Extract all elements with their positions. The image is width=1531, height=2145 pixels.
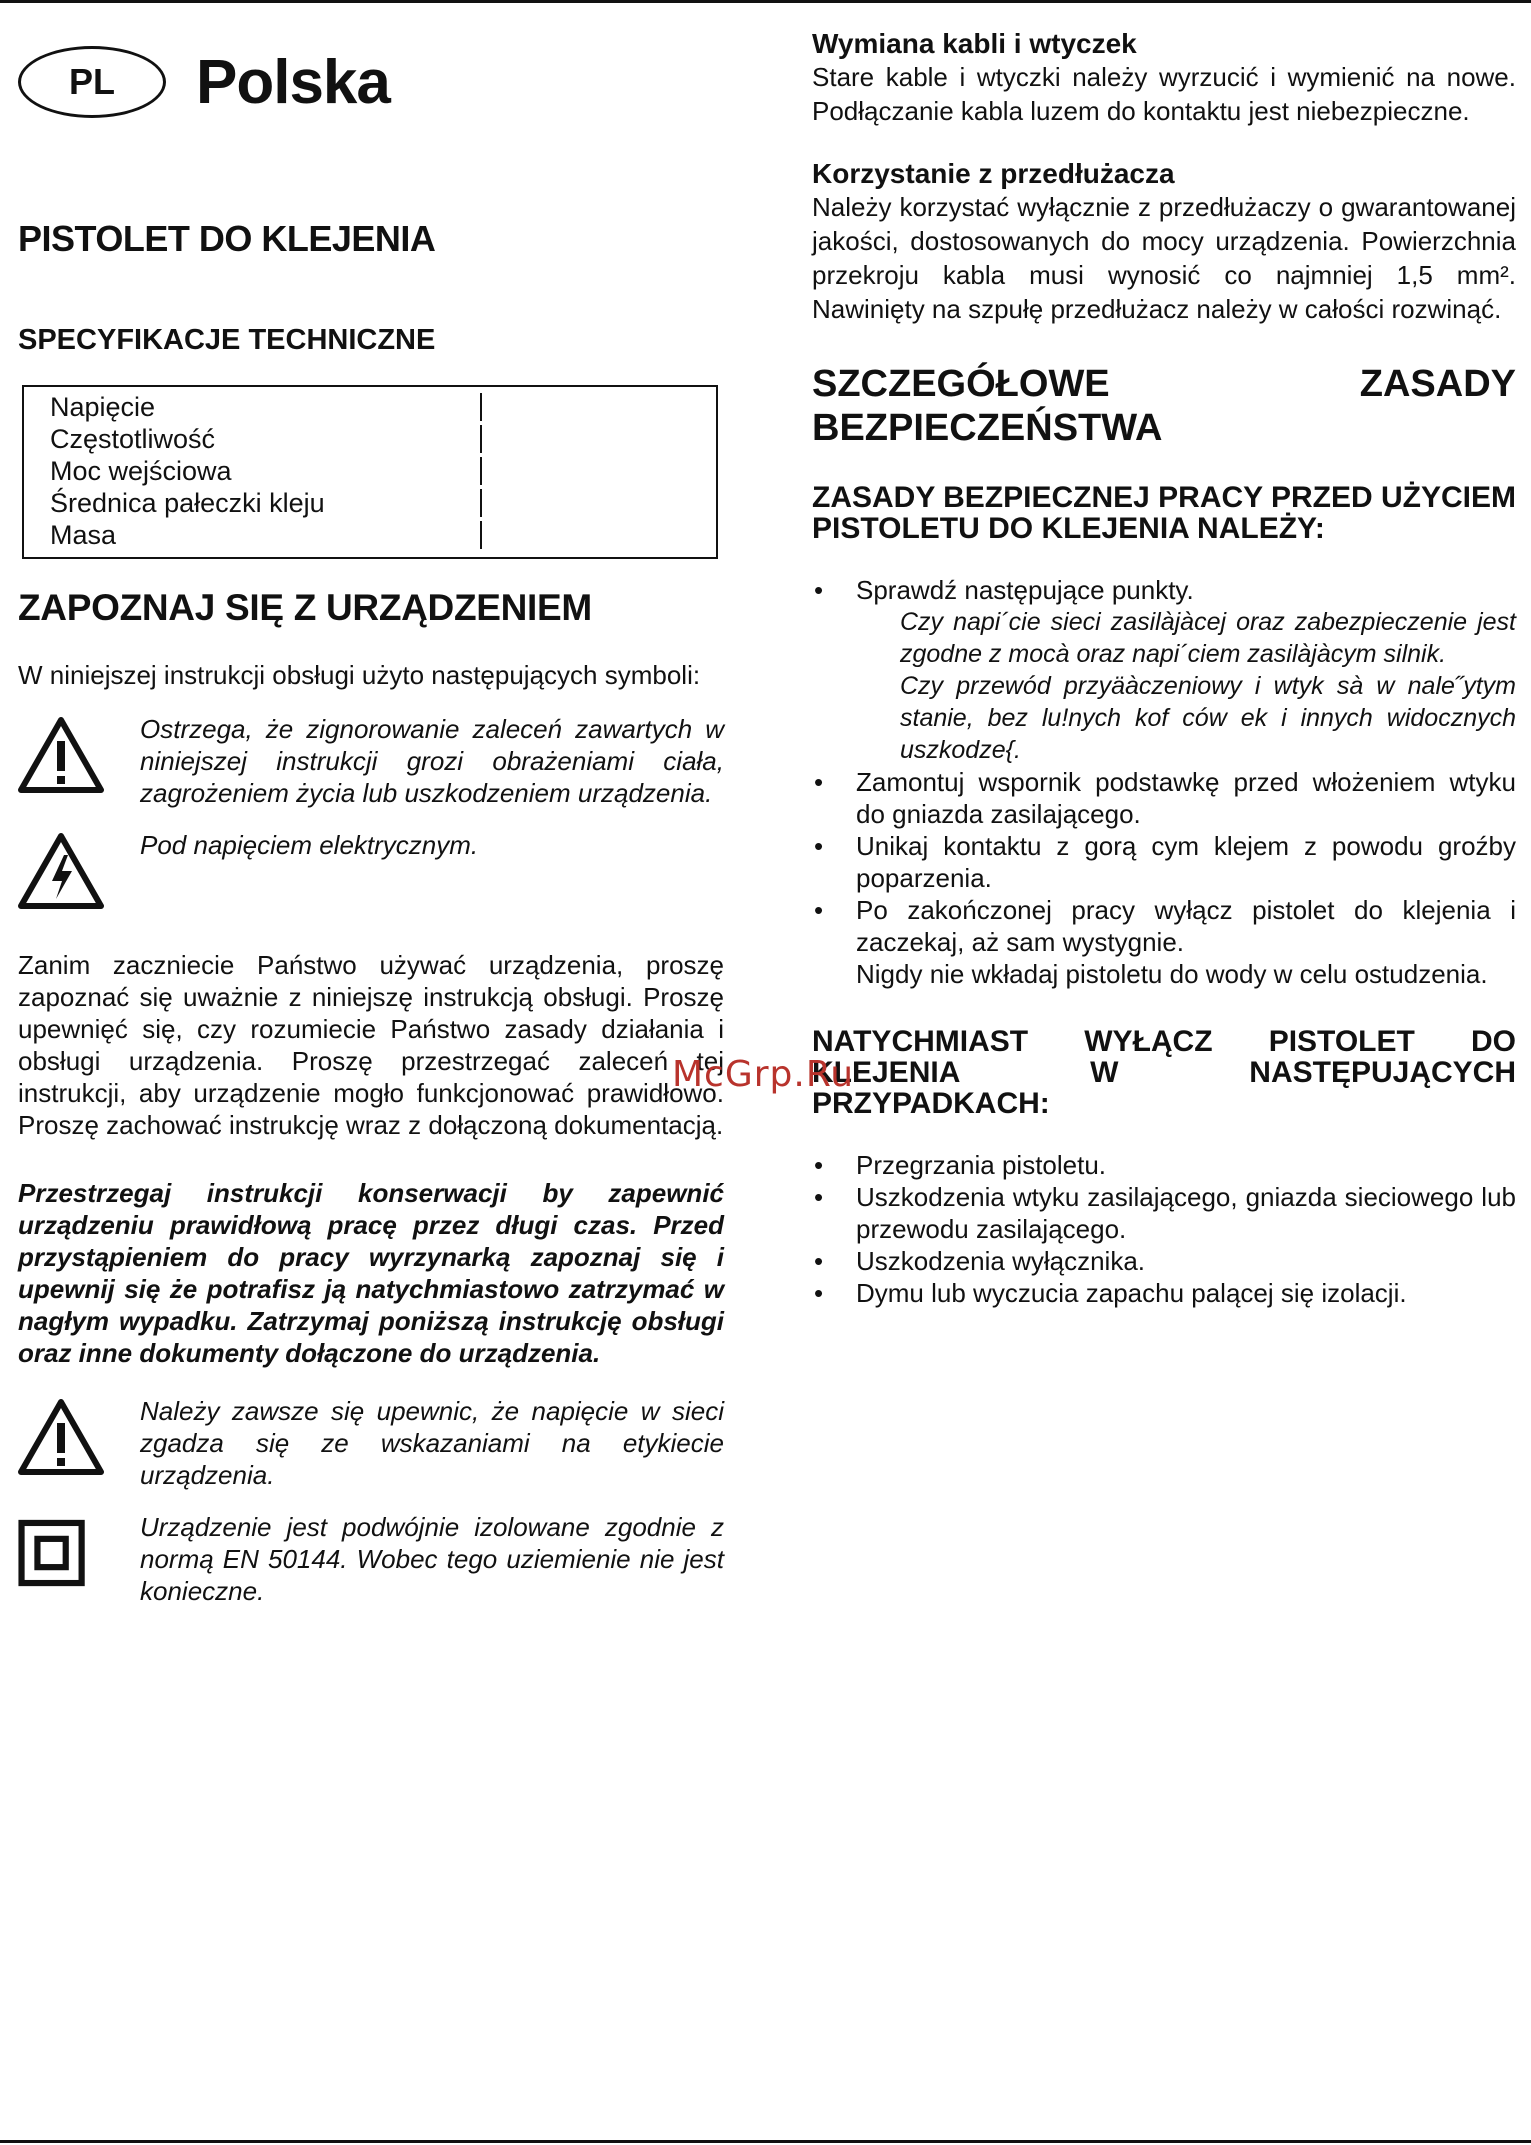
list-item (812, 766, 1516, 830)
spec-label: Moc wejściowa (50, 456, 232, 486)
spec-row (50, 455, 690, 487)
familiarize-heading: ZAPOZNAJ SIĘ Z URZĄDZENIEM (18, 587, 592, 628)
list-item: • Uszkodzenia wtyku zasilającego, gniazda sieciowego lub przewodu zasilającego. (812, 1181, 1516, 1245)
spec-separator (480, 489, 482, 517)
insulation-text: Urządzenie jest podwójnie izolowane zgodnie z normą EN 50144. Wobec tego uziemienie nie jest konieczne. (140, 1512, 724, 1606)
spec-label: Napięcie (50, 392, 156, 422)
spec-label: Częstotliwość (50, 424, 216, 454)
watermark: McGrp.Ru (672, 1054, 855, 1095)
stop-list (812, 1149, 1516, 1309)
warning-triangle-icon (18, 717, 104, 793)
electric-hazard-icon (18, 833, 104, 909)
voltage-text: Pod napięciem elektrycznym. (140, 830, 479, 860)
spec-row (50, 487, 690, 519)
spec-row (50, 391, 690, 423)
spec-separator (480, 457, 482, 485)
extension-heading: Korzystanie z przedłużacza (812, 158, 1175, 189)
spec-row (50, 519, 690, 551)
warning-notice (18, 713, 724, 809)
list-item-text: Po zakończonej pracy wyłącz pistolet do klejenia i zaczekaj, aż sam wystygnie. (856, 894, 1516, 957)
double-insulation-icon (18, 1515, 94, 1591)
safety-heading: SZCZEGÓŁOWE ZASADY BEZPIECZEŃSTWA (812, 363, 1516, 449)
symbols-intro: W niniejszej instrukcji obsługi użyto następujących symboli: (18, 660, 701, 690)
list-item-text: Zamontuj wspornik podstawkę przed włożeniem wtyku do gniazda zasilającego. (856, 766, 1516, 829)
voltage-check-text: Należy zawsze się upewnic, że napięcie w sieci zgadza się ze wskazaniami na etykiecie urządzenia. (140, 1396, 724, 1490)
language-header (18, 30, 724, 134)
document-title: PISTOLET DO KLEJENIA (18, 218, 436, 259)
intro-paragraph: Zanim zaczniecie Państwo używać urządzenia, proszę zapoznać się uważnie z niniejszę instrukcją obsługi. Proszę upewnięć się, czy rozumiecie Państwo zasady działania i obsługi urządzenia. Proszę przestrzegać zaleceń tej instrukcji, aby urządzenie mogło funkcjonować prawidłowo. Proszę zachować instrukcję wraz z dołączoną dokumentacją. (18, 950, 724, 1140)
spec-separator (480, 521, 482, 549)
specs-table (22, 385, 718, 559)
voltage-check-notice (18, 1395, 724, 1491)
spec-separator (480, 425, 482, 453)
warning-triangle-icon (18, 1399, 104, 1475)
language-name: Polska (196, 47, 390, 117)
insulation-notice (18, 1511, 724, 1607)
voltage-notice (18, 829, 724, 913)
list-item (812, 574, 1516, 766)
top-rule (0, 0, 1531, 3)
list-item-note: Nigdy nie wkładaj pistoletu do wody w celu ostudzenia. (856, 958, 1488, 989)
list-item: • Dymu lub wyczucia zapachu palącej się izolacji. (812, 1277, 1516, 1309)
maintenance-paragraph: Przestrzegaj instrukcji konserwacji by zapewnić urządzeniu prawidłową pracę przez długi czas. Przed przystąpieniem do pracy wyrzynarką zapoznaj się i upewnij się że potrafisz ją natychmiastowo zatrzymać w nagłym wypadku. Zatrzymaj poniższą instrukcję obsługi oraz inne dokumenty dołączone do urządzenia. (18, 1178, 724, 1368)
list-item (812, 894, 1516, 990)
bottom-rule (0, 2140, 1531, 2143)
before-use-list (812, 574, 1516, 990)
cables-text: Stare kable i wtyczki należy wyrzucić i wymienić na nowe. Podłączanie kabla luzem do kontaktu jest niebezpieczne. (812, 62, 1516, 126)
right-column (812, 28, 1516, 1309)
cables-heading: Wymiana kabli i wtyczek (812, 28, 1137, 59)
specs-heading: SPECYFIKACJE TECHNICZNE (18, 324, 436, 356)
warning-text: Ostrzega, że zignorowanie zaleceń zawartych w niniejszej instrukcji grozi obrażeniami ciała, zagrożeniem życia lub uszkodzeniem urządzenia. (140, 714, 724, 808)
spec-row (50, 423, 690, 455)
spec-separator (480, 393, 482, 421)
check-sub-item: Czy napi´cie sieci zasilàjàcej oraz zabezpieczenie jest zgodne z mocà oraz napi´ciem zasilàjàcym silnik. (900, 607, 1516, 668)
stop-immediately-heading: NATYCHMIAST WYŁĄCZ PISTOLET DO KLEJENIA W NASTĘPUJĄCYCH PRZYPADKACH: (812, 1024, 1516, 1120)
list-item: • Przegrzania pistoletu. (812, 1149, 1516, 1181)
list-item (812, 830, 1516, 894)
extension-text: Należy korzystać wyłącznie z przedłużaczy o gwarantowanej jakości, dostosowanych do mocy urządzenia. Powierzchnia przekroju kabla musi wynosić co najmniej 1,5 mm². Nawinięty na szpułę przedłużacz należy w całości rozwinąć. (812, 192, 1516, 324)
language-code-badge: PL (18, 46, 166, 118)
list-item: • Uszkodzenia wyłącznika. (812, 1245, 1516, 1277)
list-item-text: Unikaj kontaktu z gorą cym klejem z powodu groźby poparzenia. (856, 830, 1516, 893)
list-item-text: Sprawdź następujące punkty. (856, 574, 1194, 605)
before-use-heading: ZASADY BEZPIECZNEJ PRACY PRZED UŻYCIEM PISTOLETU DO KLEJENIA NALEŻY: (812, 480, 1516, 545)
spec-label: Średnica pałeczki kleju (50, 488, 325, 518)
spec-label: Masa (50, 520, 117, 550)
check-sub-item: Czy przewód przyäàczeniowy i wtyk sà w nale˝ytym stanie, bez lu!nych kof ców ek i innych widocznych uszkodze{. (900, 671, 1516, 764)
left-column (18, 30, 724, 1607)
